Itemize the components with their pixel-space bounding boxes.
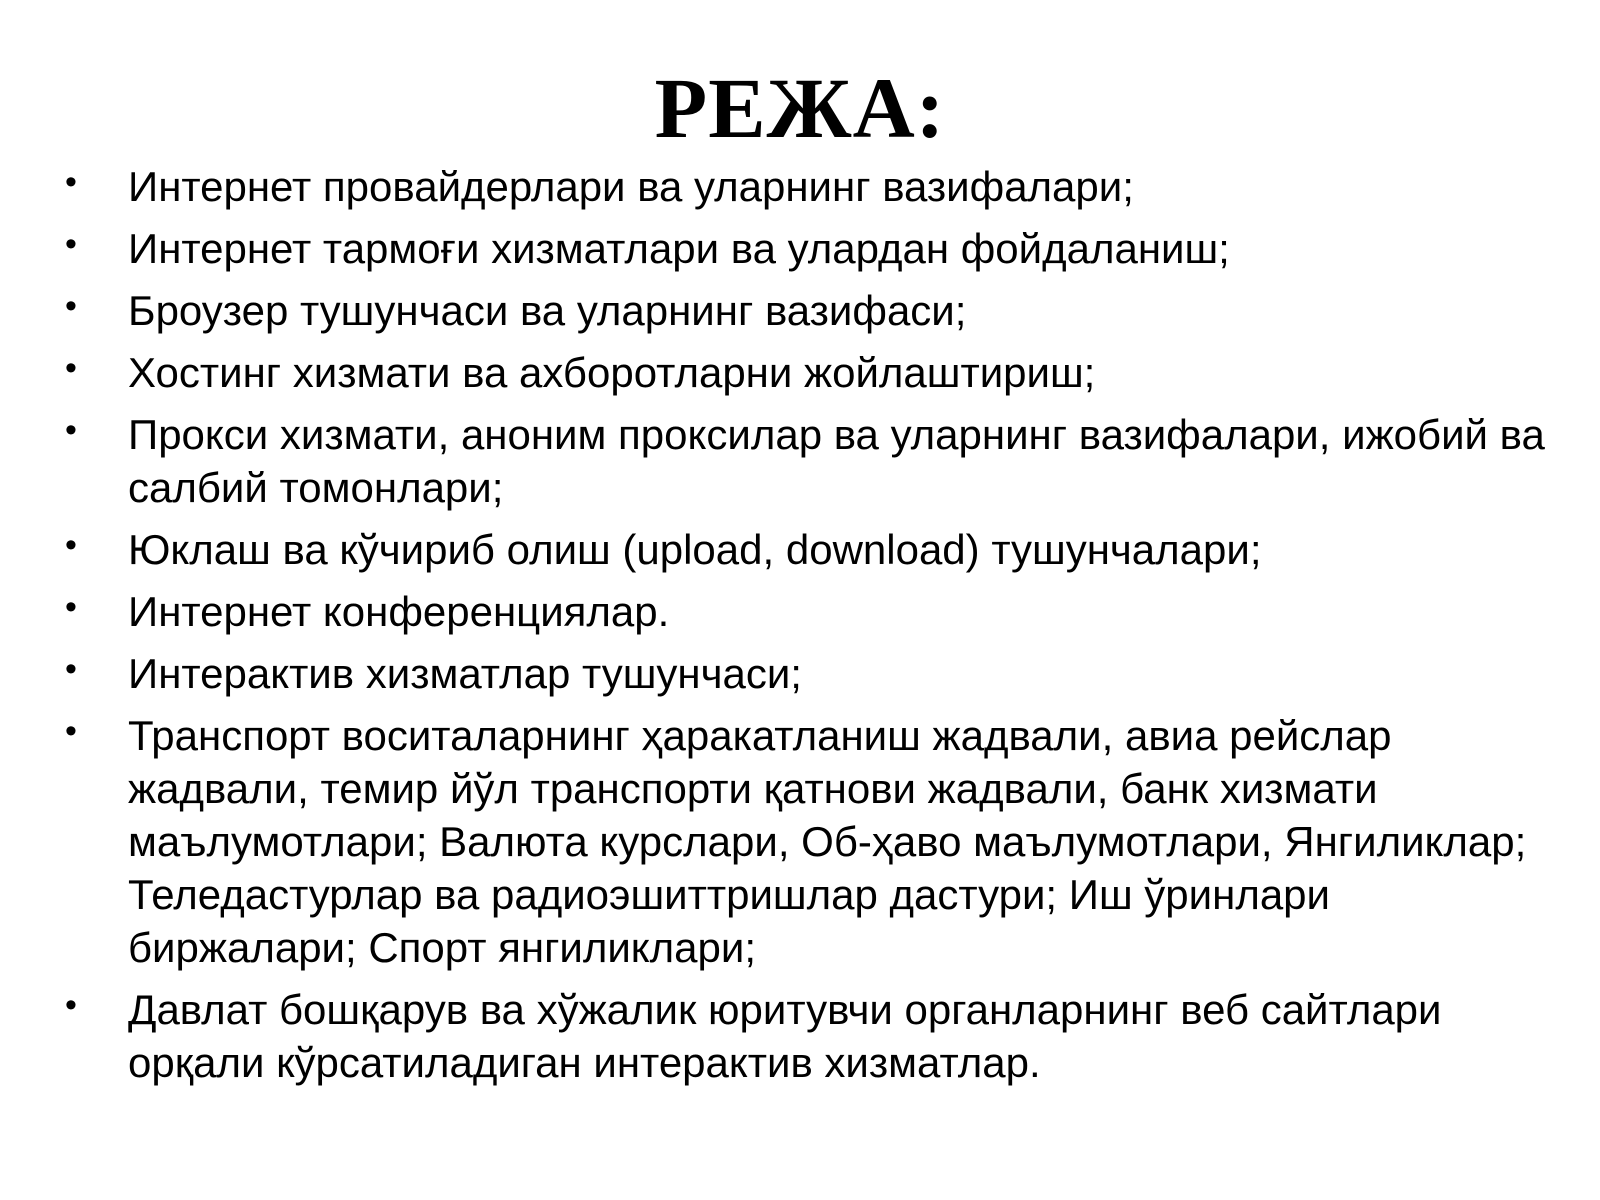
slide-title: РЕЖА: [654,60,946,156]
list-item [65,346,1545,399]
bullet-icon: • [65,411,77,449]
bullet-icon: • [65,163,77,201]
list-item-text: Броузер тушунчаси ва уларнинг вазифаси; [128,287,967,334]
list-item [65,523,1545,576]
list-item-text: Давлат бошқарув ва хўжалик юритувчи органларнинг веб сайтлари орқали кўрсатиладиган интерактив хизматлар. [128,986,1442,1086]
list-item [65,284,1545,337]
list-item [65,222,1545,275]
bullet-icon: • [65,650,77,688]
bullet-icon: • [65,225,77,263]
bullet-icon: • [65,526,77,564]
bullet-icon: • [65,712,77,750]
bullet-list [65,160,1545,1098]
list-item [65,647,1545,700]
list-item-text: Хостинг хизмати ва ахборотларни жойлаштириш; [128,349,1096,396]
list-item-text: Юклаш ва кўчириб олиш (upload, download) тушунчалари; [128,526,1262,573]
list-item [65,983,1545,1089]
list-item-text: Интернет конференциялар. [128,588,670,635]
list-item-text: Транспорт воситаларнинг ҳаракатланиш жадвали, авиа рейслар жадвали, темир йўл транспорти қатнови жадвали, банк хизмати маълумотлари; Валюта курслари, Об-ҳаво маълумотлари, Янгиликлар; Теледастурлар ва радиоэшиттришлар дастури; Иш ўринлари биржалари; Спорт янгиликлари; [128,712,1527,971]
bullet-icon: • [65,986,77,1024]
bullet-icon: • [65,588,77,626]
list-item [65,709,1545,974]
bullet-icon: • [65,287,77,325]
list-item-text: Интернет провайдерлари ва уларнинг вазифалари; [128,163,1134,210]
list-item [65,585,1545,638]
list-item [65,408,1545,514]
bullet-icon: • [65,349,77,387]
list-item-text: Интерактив хизматлар тушунчаси; [128,650,802,697]
list-item [65,160,1545,213]
list-item-text: Интернет тармоғи хизматлари ва улардан фойдаланиш; [128,225,1230,272]
list-item-text: Прокси хизмати, аноним проксилар ва уларнинг вазифалари, ижобий ва салбий томонлари; [128,411,1545,511]
